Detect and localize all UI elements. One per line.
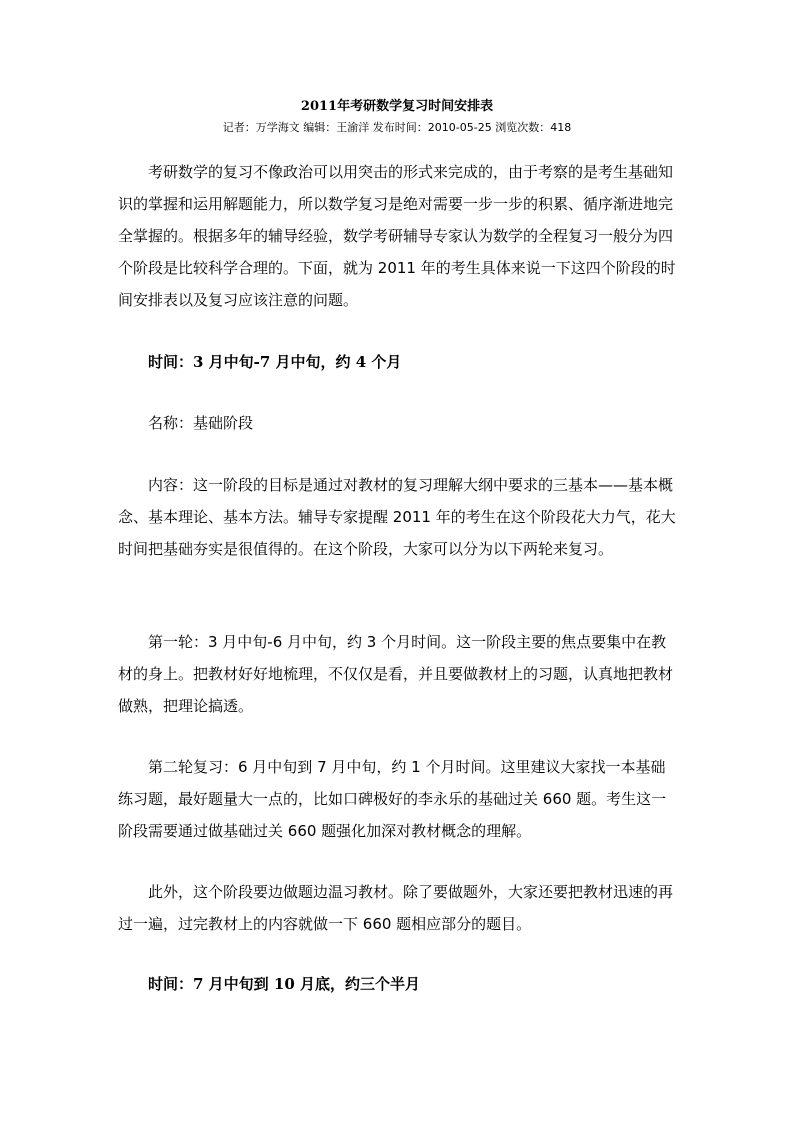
second-round-paragraph: 第二轮复习：6 月中旬到 7 月中旬，约 1 个月时间。这里建议大家找一本基础练习题，最好题量大一点的，比如口碑极好的李永乐的基础过关 660 题。考生这一阶段需要通过做基础过关 660 题强化加深对教材概念的理解。 [118,758,667,840]
stage-time-heading-2: 时间：7 月中旬到 10 月底，约三个半月 [148,975,420,993]
document-title: 2011年考研数学复习时间安排表 [300,99,494,114]
article-byline: 记者：万学海文 编辑：王渝洋 发布时间：2010-05-25 浏览次数：418 [222,121,572,134]
stage-name-paragraph: 名称：基础阶段 [148,414,254,432]
first-round-paragraph: 第一轮：3 月中旬-6 月中旬，约 3 个月时间。这一阶段主要的焦点要集中在教材的身上。把教材好好地梳理，不仅仅是看，并且要做教材上的习题，认真地把教材做熟，把理论搞透。 [118,633,674,715]
intro-paragraph: 考研数学的复习不像政治可以用突击的形式来完成的，由于考察的是考生基础知识的掌握和运用解题能力，所以数学复习是绝对需要一步一步的积累、循序渐进地完全掌握的。根据多年的辅导经验，数学考研辅导专家认为数学的全程复习一般分为四个阶段是比较科学合理的。下面，就为 2011 年的考生具体来说一下这四个阶段的时间安排表以及复习应该注意的问题。 [118,163,676,309]
stage-content-paragraph: 内容：这一阶段的目标是通过对教材的复习理解大纲中要求的三基本——基本概念、基本理论、基本方法。辅导专家提醒 2011 年的考生在这个阶段花大力气，花大时间把基础夯实是很值得的。在这个阶段，大家可以分为以下两轮来复习。 [118,476,676,558]
stage-time-heading: 时间：3 月中旬-7 月中旬，约 4 个月 [148,353,402,371]
additional-notes-paragraph: 此外，这个阶段要边做题边温习教材。除了要做题外，大家还要把教材迅速的再过一遍，过完教材上的内容就做一下 660 题相应部分的题目。 [118,883,674,933]
